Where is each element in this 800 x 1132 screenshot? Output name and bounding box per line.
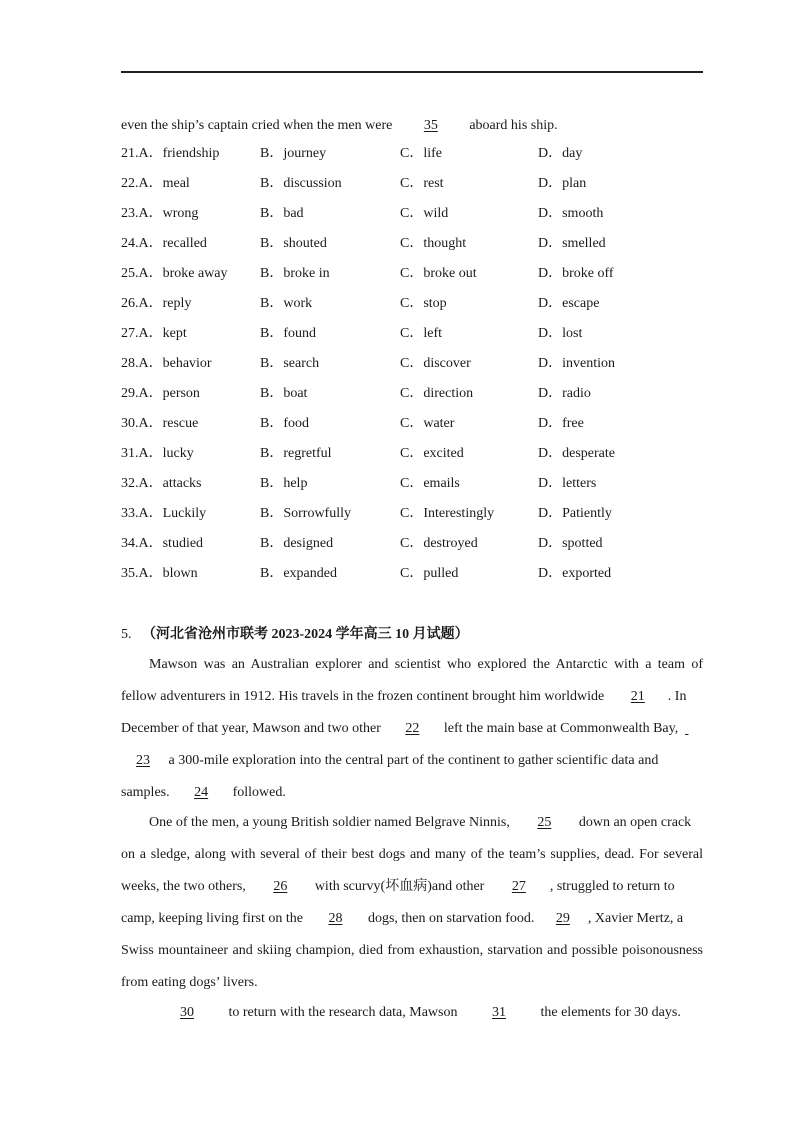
option-c[interactable]: C．emails: [400, 476, 460, 491]
question-row: [121, 415, 703, 445]
answer-options-list: [121, 145, 703, 595]
option-c[interactable]: C．Interestingly: [400, 506, 495, 521]
blank-30: 30: [180, 1005, 194, 1020]
option-b[interactable]: B．designed: [260, 536, 334, 551]
question-row: [121, 445, 703, 475]
option-b[interactable]: B．discussion: [260, 176, 342, 191]
question-row: [121, 385, 703, 415]
option-b[interactable]: B．Sorrowfully: [260, 506, 351, 521]
continuation-end: aboard his ship.: [465, 118, 558, 133]
option-b[interactable]: B．broke in: [260, 266, 330, 281]
header-rule: [121, 71, 703, 73]
option-b[interactable]: B．shouted: [260, 236, 327, 251]
option-d[interactable]: D．escape: [538, 296, 600, 311]
option-b[interactable]: B．expanded: [260, 566, 337, 581]
option-d[interactable]: D．invention: [538, 356, 615, 371]
option-d[interactable]: D．letters: [538, 476, 597, 491]
section-heading: [121, 626, 469, 644]
option-b[interactable]: B．bad: [260, 206, 304, 221]
question-row: [121, 175, 703, 205]
passage-line: One of the men, a young British soldier named Belgrave Ninnis, 25 down an open crack: [149, 815, 692, 830]
option-d[interactable]: D．smooth: [538, 206, 604, 221]
option-b[interactable]: B．food: [260, 416, 309, 431]
blank-23: 23: [136, 753, 150, 768]
question-row: [121, 145, 703, 175]
option-c[interactable]: C．discover: [400, 356, 471, 371]
blank-28: 28: [328, 911, 343, 926]
option-a[interactable]: 28.A．behavior: [121, 356, 212, 371]
passage-line: 30 to return with the research data, Mawson 31 the elements for 30 days.: [149, 1004, 681, 1022]
option-c[interactable]: C．left: [400, 326, 442, 341]
option-d[interactable]: D．plan: [538, 176, 587, 191]
option-d[interactable]: D．Patiently: [538, 506, 612, 521]
passage-line: December of that year, Mawson and two other 22 left the main base at Commonwealth Bay,: [121, 721, 682, 736]
question-row: [121, 235, 703, 265]
option-d[interactable]: D．desperate: [538, 446, 615, 461]
option-c[interactable]: C．wild: [400, 206, 449, 221]
option-b[interactable]: B．journey: [260, 146, 327, 161]
blank-24: 24: [194, 785, 209, 800]
section-number: 5.: [121, 627, 132, 642]
option-b[interactable]: B．found: [260, 326, 316, 341]
option-b[interactable]: B．boat: [260, 386, 308, 401]
blank-27: 27: [511, 879, 526, 894]
blank-25: 25: [537, 815, 552, 830]
option-c[interactable]: C．water: [400, 416, 455, 431]
option-a[interactable]: 30.A．rescue: [121, 416, 199, 431]
option-d[interactable]: D．day: [538, 146, 583, 161]
question-row: [121, 295, 703, 325]
option-a[interactable]: 23.A．wrong: [121, 206, 199, 221]
option-a[interactable]: 34.A．studied: [121, 536, 204, 551]
section-source: （河北省沧州市联考 2023-2024 学年高三 10 月试题）: [142, 627, 469, 642]
option-c[interactable]: C．life: [400, 146, 442, 161]
passage-line: Swiss mountaineer and skiing champion, died from exhaustion, starvation and possible poisonousness: [121, 943, 703, 958]
blank-26: 26: [273, 879, 288, 894]
passage-line: on a sledge, along with several of their best dogs and many of the team’s supplies, dead. For several: [121, 847, 703, 862]
blank-22: 22: [405, 721, 420, 736]
question-row: [121, 475, 703, 505]
option-a[interactable]: 26.A．reply: [121, 296, 192, 311]
option-d[interactable]: D．spotted: [538, 536, 603, 551]
option-d[interactable]: D．broke off: [538, 266, 614, 281]
option-a[interactable]: 24.A．recalled: [121, 236, 207, 251]
option-c[interactable]: C．thought: [400, 236, 467, 251]
passage-line: from eating dogs’ livers.: [121, 975, 258, 990]
option-d[interactable]: D．radio: [538, 386, 591, 401]
option-b[interactable]: B．regretful: [260, 446, 332, 461]
passage-line: 23 a 300-mile exploration into the central part of the continent to gather scientific data and: [121, 752, 658, 770]
option-d[interactable]: D．free: [538, 416, 584, 431]
option-a[interactable]: 27.A．kept: [121, 326, 187, 341]
option-a[interactable]: 32.A．attacks: [121, 476, 202, 491]
passage-line: fellow adventurers in 1912. His travels in the frozen continent brought him worldwide 21 . In: [121, 689, 687, 704]
passage-line: camp, keeping living first on the 28 dogs, then on starvation food. 29 , Xavier Mertz, a: [121, 911, 684, 926]
blank-29: 29: [555, 911, 570, 926]
question-row: [121, 565, 703, 595]
option-c[interactable]: C．destroyed: [400, 536, 478, 551]
option-c[interactable]: C．excited: [400, 446, 464, 461]
question-row: [121, 535, 703, 565]
option-a[interactable]: 35.A．blown: [121, 566, 198, 581]
blank-21: 21: [630, 689, 645, 704]
option-c[interactable]: C．broke out: [400, 266, 477, 281]
passage-continuation-line: [121, 117, 558, 135]
option-a[interactable]: 21.A．friendship: [121, 146, 220, 161]
question-row: [121, 325, 703, 355]
question-row: [121, 265, 703, 295]
question-row: [121, 355, 703, 385]
option-a[interactable]: 22.A．meal: [121, 176, 190, 191]
option-a[interactable]: 25.A．broke away: [121, 266, 228, 281]
option-d[interactable]: D．smelled: [538, 236, 606, 251]
option-b[interactable]: B．help: [260, 476, 308, 491]
option-a[interactable]: 33.A．Luckily: [121, 506, 207, 521]
passage-line: weeks, the two others, 26 with scurvy(坏血病)and other 27 , struggled to return to: [121, 879, 675, 894]
option-b[interactable]: B．search: [260, 356, 320, 371]
option-a[interactable]: 31.A．lucky: [121, 446, 194, 461]
question-row: [121, 205, 703, 235]
option-c[interactable]: C．pulled: [400, 566, 459, 581]
option-c[interactable]: C．rest: [400, 176, 444, 191]
question-row: [121, 505, 703, 535]
option-d[interactable]: D．lost: [538, 326, 583, 341]
passage-line: Mawson was an Australian explorer and scientist who explored the Antarctic with a team of: [149, 657, 703, 672]
option-c[interactable]: C．stop: [400, 296, 447, 311]
blank-31: 31: [491, 1005, 506, 1020]
option-c[interactable]: C．direction: [400, 386, 474, 401]
option-d[interactable]: D．exported: [538, 566, 612, 581]
passage-line: samples. 24 followed.: [121, 785, 286, 800]
continuation-text: even the ship’s captain cried when the men were: [121, 118, 396, 133]
option-b[interactable]: B．work: [260, 296, 313, 311]
blank-35: 35: [423, 118, 438, 133]
option-a[interactable]: 29.A．person: [121, 386, 200, 401]
